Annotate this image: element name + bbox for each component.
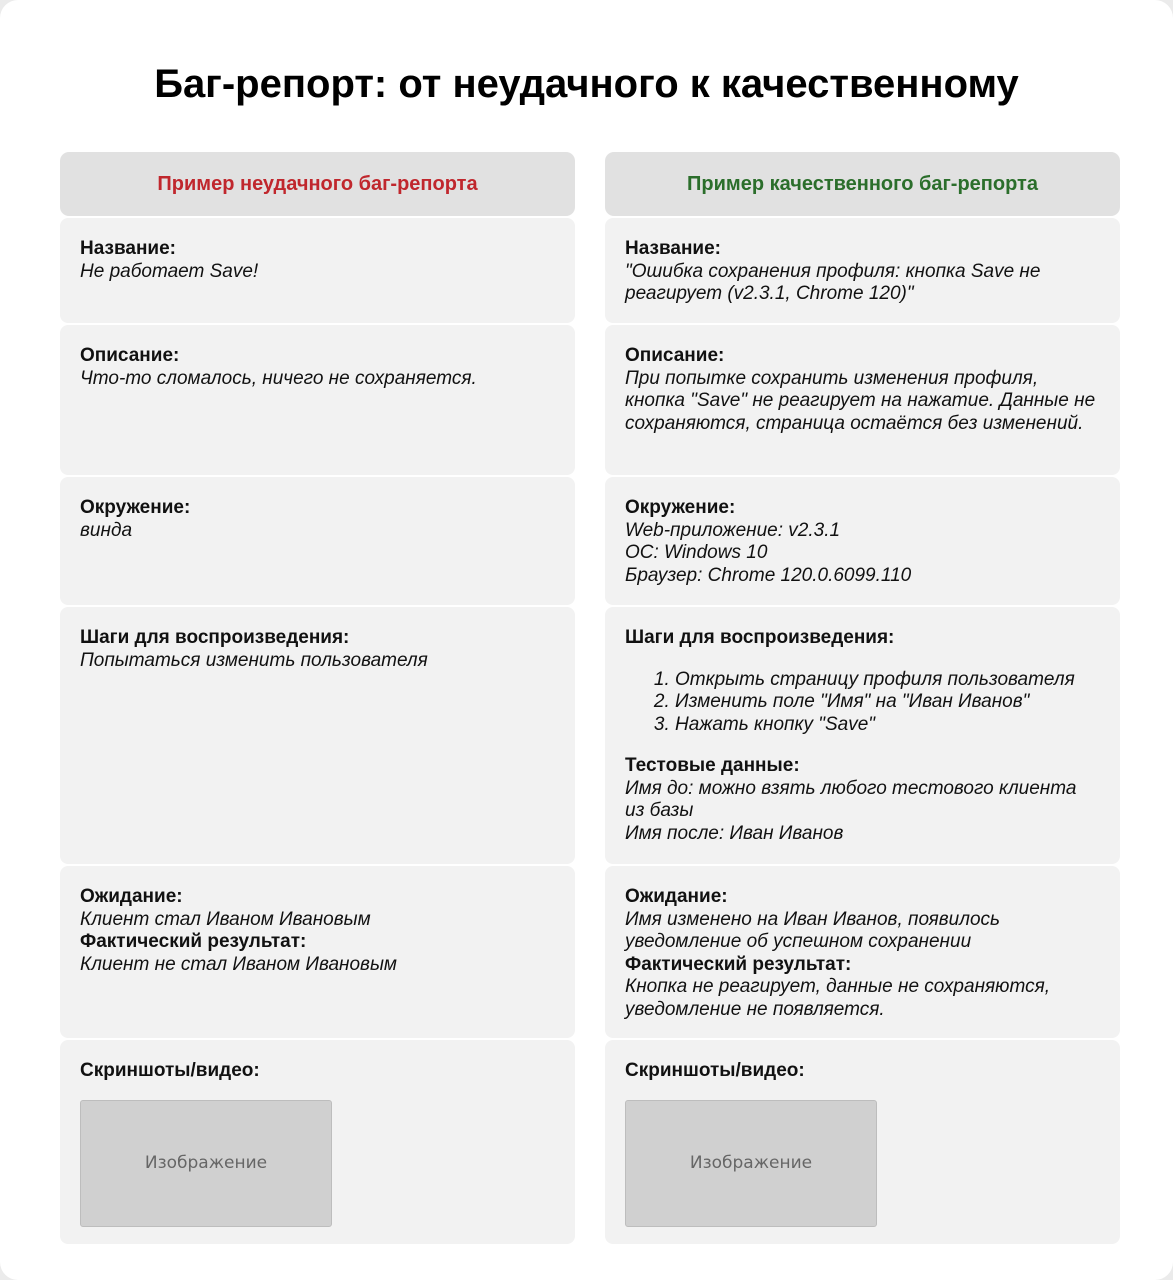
environment-line-os: ОС: Windows 10: [625, 542, 768, 563]
environment-line-browser: Браузер: Chrome 120.0.6099.110: [625, 564, 912, 586]
bad-expected-block: [60, 866, 575, 1038]
name-label: Название:: [625, 238, 722, 259]
environment-value: винда: [80, 519, 133, 541]
environment-line-app: Web-приложение: v2.3.1: [625, 519, 841, 541]
description-value: При попытке сохранить изменения профиля, кнопка "Save" не реагирует на нажатие. Данные не сохраняются, страница остаётся без изменений.: [625, 367, 1096, 434]
good-expected-block: [605, 866, 1120, 1038]
name-value: "Ошибка сохранения профиля: кнопка Save не реагирует (v2.3.1, Chrome 120)": [625, 260, 1041, 304]
screenshots-label: Скриншоты/видео:: [625, 1060, 805, 1081]
bad-steps-block: [60, 607, 575, 864]
expected-label: Ожидание:: [625, 886, 728, 907]
expected-value: Клиент стал Иваном Ивановым: [80, 908, 371, 930]
image-placeholder-text: Изображение: [689, 1152, 813, 1173]
description-label: Описание:: [80, 345, 180, 366]
test-data-before: Имя до: можно взять любого тестового клиента из базы: [625, 777, 1077, 821]
good-environment-block: [605, 477, 1120, 605]
good-description-block: [605, 325, 1120, 475]
actual-value: Кнопка не реагирует, данные не сохраняются, уведомление не появляется.: [625, 976, 1051, 1020]
screenshots-label: Скриншоты/видео:: [80, 1060, 260, 1081]
steps-value: Попытаться изменить пользователя: [80, 649, 428, 671]
good-report-header: Пример качественного баг-репорта: [605, 152, 1120, 216]
name-value: Не работает Save!: [80, 260, 259, 282]
step-item: 2. Изменить поле "Имя" на "Иван Иванов": [675, 691, 1100, 714]
steps-list: [625, 669, 1100, 737]
test-data-label: Тестовые данные:: [625, 755, 800, 776]
bad-name-block: [60, 218, 575, 323]
image-placeholder[interactable]: [80, 1100, 332, 1227]
description-value: Что-то сломалось, ничего не сохраняется.: [80, 367, 477, 389]
steps-label: Шаги для воспроизведения:: [80, 627, 350, 648]
expected-value: Имя изменено на Иван Иванов, появилось уведомление об успешном сохранении: [625, 908, 1001, 952]
name-label: Название:: [80, 238, 177, 259]
bad-report-column: [60, 152, 575, 1244]
good-name-block: [605, 218, 1120, 323]
step-item: 1. Открыть страницу профиля пользователя: [675, 669, 1100, 692]
image-placeholder-text: Изображение: [144, 1152, 268, 1173]
bad-environment-block: [60, 477, 575, 605]
environment-label: Окружение:: [80, 497, 191, 518]
expected-label: Ожидание:: [80, 886, 183, 907]
bad-report-header: Пример неудачного баг-репорта: [60, 152, 575, 216]
actual-label: Фактический результат:: [80, 931, 307, 952]
test-data-after: Имя после: Иван Иванов: [625, 822, 844, 844]
page-title: Баг-репорт: от неудачного к качественному: [154, 62, 1019, 106]
good-report-column: [605, 152, 1120, 1244]
bad-description-block: [60, 325, 575, 475]
steps-label: Шаги для воспроизведения:: [625, 627, 895, 648]
actual-value: Клиент не стал Иваном Ивановым: [80, 953, 397, 975]
good-screenshots-block: [605, 1040, 1120, 1244]
actual-label: Фактический результат:: [625, 953, 852, 975]
environment-label: Окружение:: [625, 497, 736, 518]
step-item: 3. Нажать кнопку "Save": [675, 714, 1100, 737]
good-steps-block: [605, 607, 1120, 864]
bad-screenshots-block: [60, 1040, 575, 1244]
description-label: Описание:: [625, 345, 725, 366]
image-placeholder[interactable]: [625, 1100, 877, 1227]
